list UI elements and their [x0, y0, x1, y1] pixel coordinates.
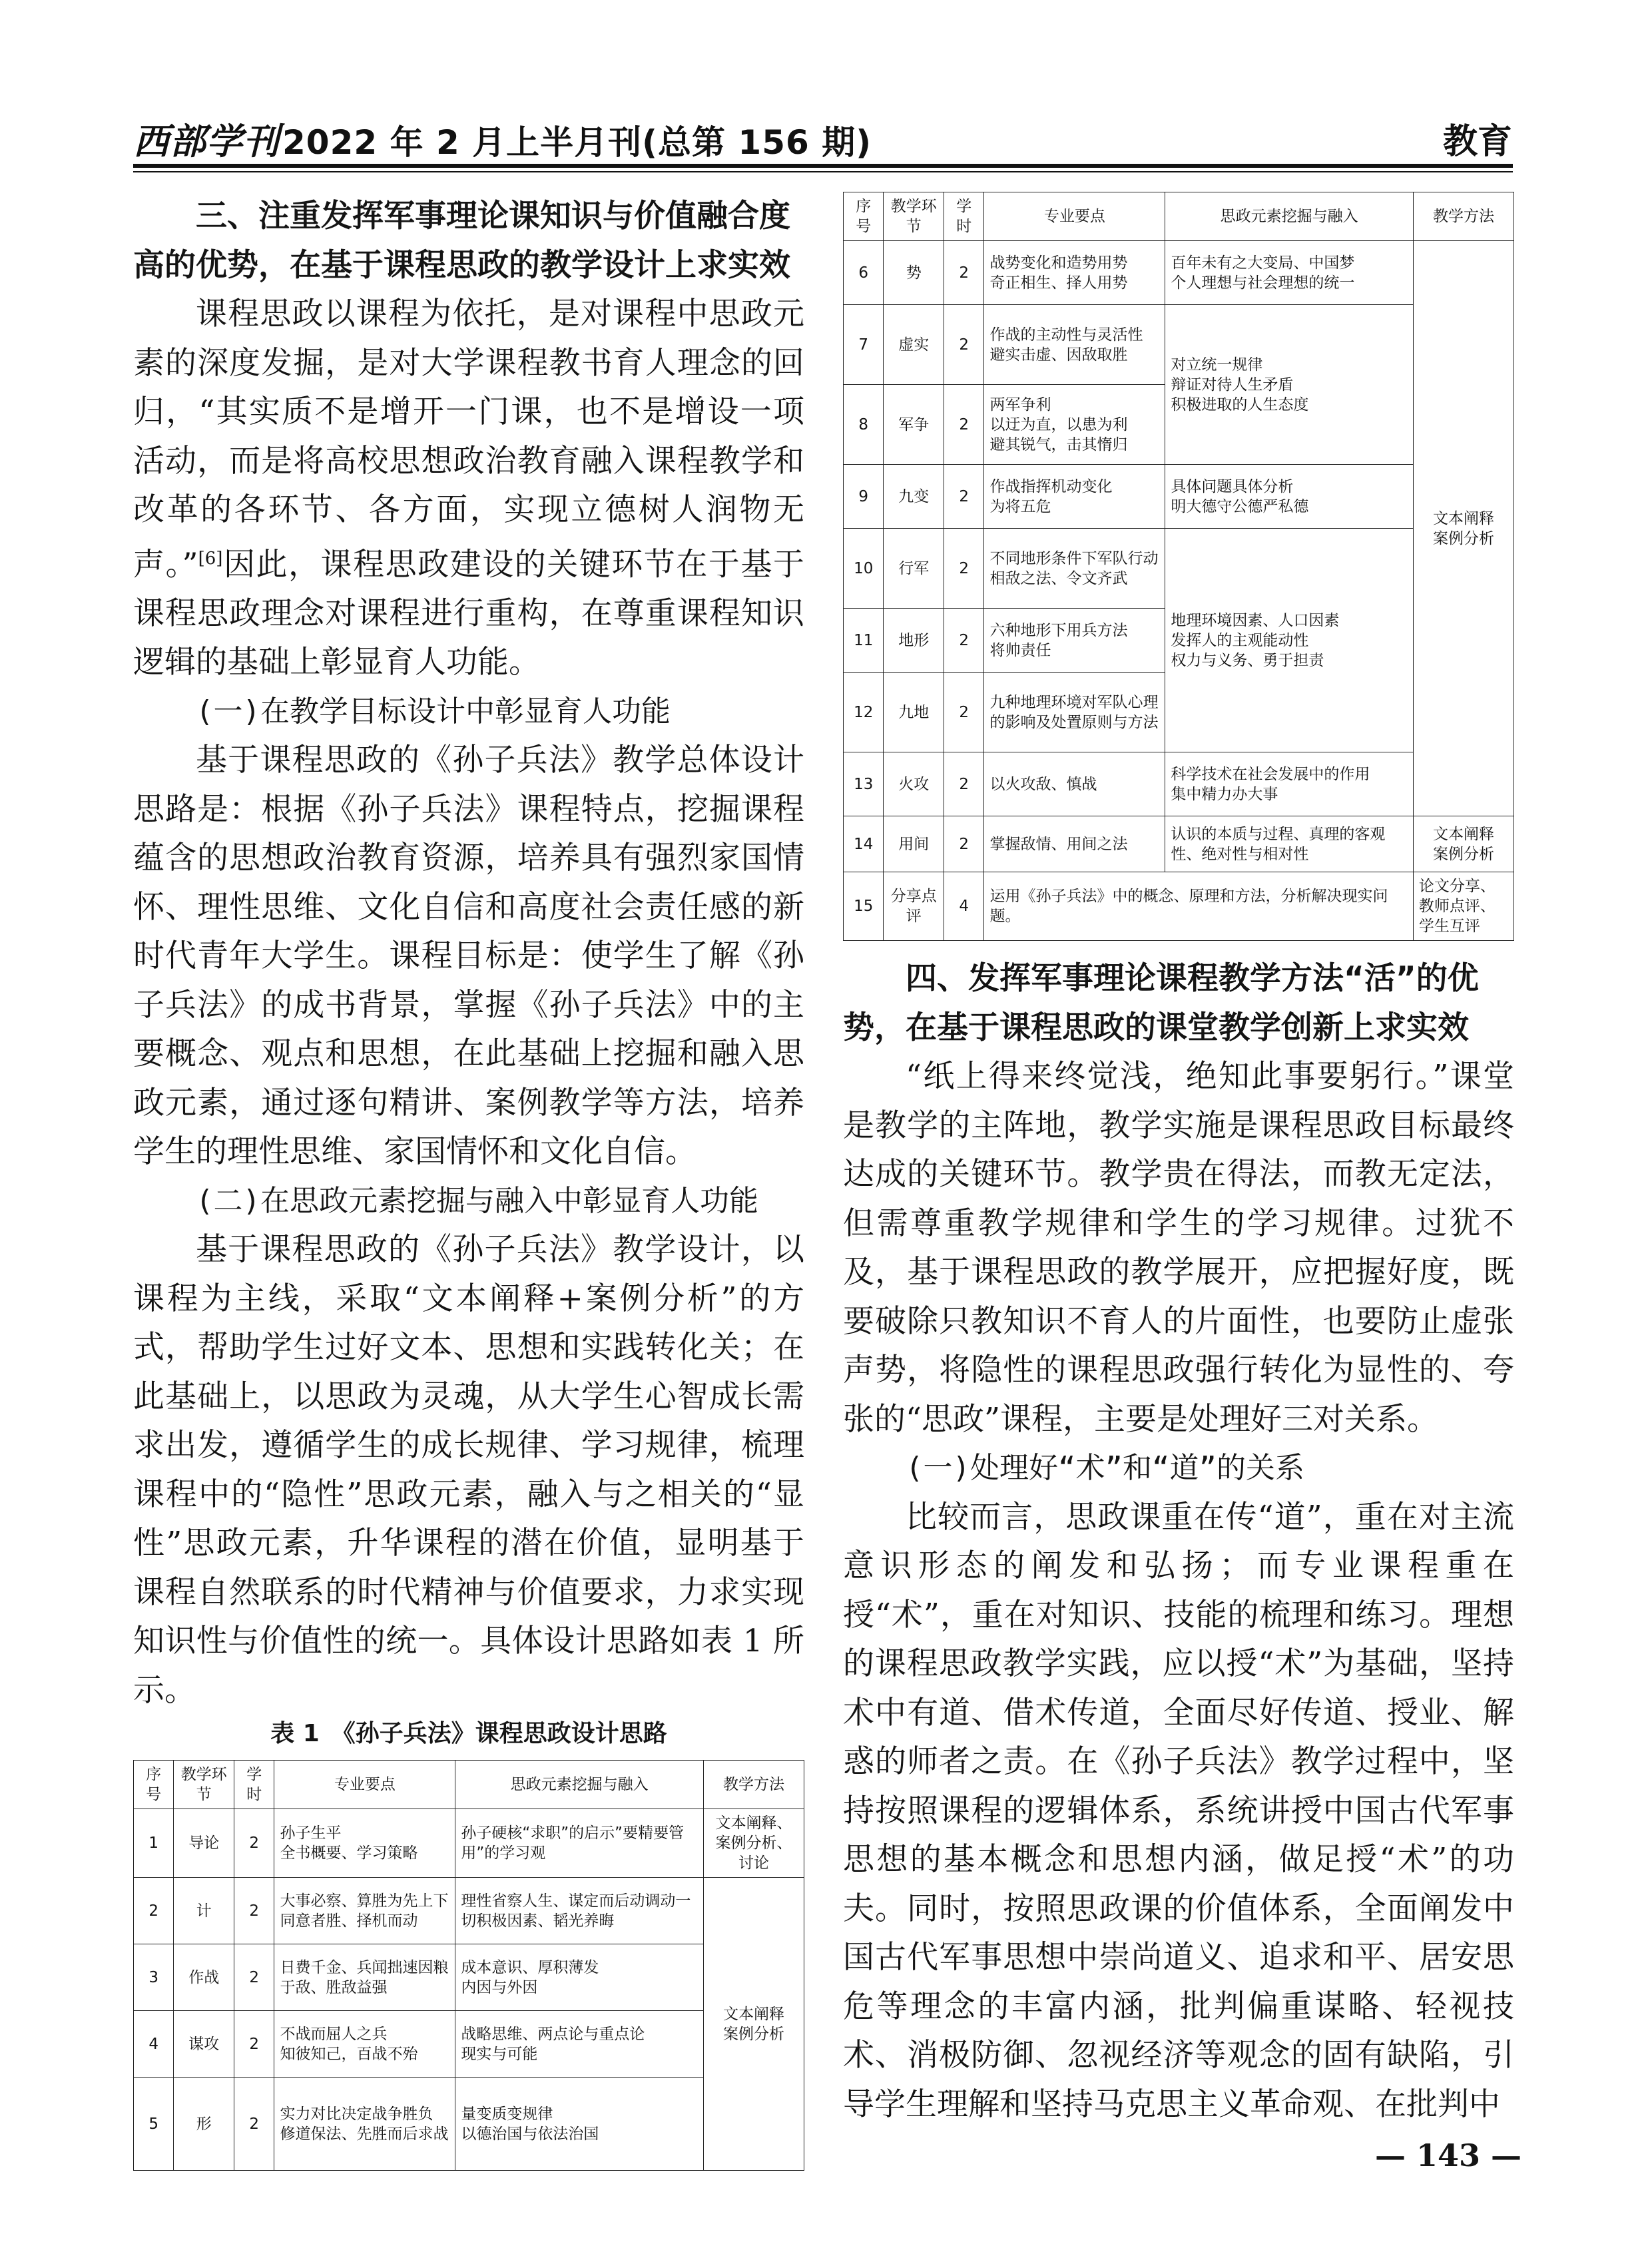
table-header-row	[844, 192, 1514, 241]
cell-section: 九变	[884, 465, 944, 529]
table-caption: 表 1 《孙子兵法》课程思政设计思路	[270, 1720, 667, 1748]
cell-key-points: 作战的主动性与灵活性 避实击虚、因敌取胜	[984, 305, 1165, 385]
cell-section: 形	[174, 2078, 234, 2171]
paragraph	[133, 290, 804, 687]
cell-section: 作战	[174, 1944, 234, 2011]
cell-no: 5	[134, 2078, 174, 2171]
cell-ideology: 认识的本质与过程、真理的客观性、绝对性与相对性	[1165, 816, 1414, 872]
cell-hours: 2	[944, 752, 984, 816]
cell-hours: 2	[944, 465, 984, 529]
cell-hours: 2	[944, 673, 984, 752]
cell-section: 地形	[884, 609, 944, 673]
cell-section: 分享点评	[884, 872, 944, 941]
cell-no: 14	[844, 816, 884, 872]
section-heading-4: 四、发挥军事理论课程教学方法“活”的优势，在基于课程思政的课堂教学创新上求实效	[843, 960, 1479, 1046]
cell-key-points: 运用《孙子兵法》中的概念、原理和方法，分析解决现实问题。	[984, 872, 1413, 941]
cell-hours: 2	[234, 1944, 274, 2011]
cell-method: 文本阐释 案例分析	[1413, 241, 1514, 816]
cell-key-points: 实力对比决定战争胜负 修道保法、先胜而后求战	[274, 2078, 455, 2171]
cell-no: 10	[844, 529, 884, 609]
header-cell: 专业要点	[984, 192, 1165, 241]
cell-key-points: 不战而屈人之兵 知彼知己，百战不殆	[274, 2011, 455, 2078]
cell-no: 15	[844, 872, 884, 941]
cell-no: 12	[844, 673, 884, 752]
subheading: (一)处理好“术”和“道”的关系	[906, 1451, 1304, 1485]
right-column	[843, 192, 1514, 2129]
cell-key-points: 两军争利 以迂为直，以患为利 避其锐气，击其惰归	[984, 385, 1165, 465]
issue-info: 2022 年 2 月上半月刊(总第 156 期)	[282, 123, 872, 162]
cell-section: 军争	[884, 385, 944, 465]
header-cell: 序号	[134, 1761, 174, 1809]
paragraph: 基于课程思政的《孙子兵法》教学总体设计思路是：根据《孙子兵法》课程特点，挖掘课程蕴含的思想政治教育资源，培养具有强烈家国情怀、理性思维、文化自信和高度社会责任感的新时代青年大学生。课程目标是：使学生了解《孙子兵法》的成书背景，掌握《孙子兵法》中的主要概念、观点和思想，在此基础上挖掘和融入思政元素，通过逐句精讲、案例教学等方法，培养学生的理性思维、家国情怀和文化自信。	[133, 742, 804, 1171]
cell-no: 8	[844, 385, 884, 465]
journal-header	[133, 113, 872, 166]
cell-section: 势	[884, 241, 944, 305]
header-cell: 学时	[234, 1761, 274, 1809]
left-column	[133, 192, 804, 2171]
header-cell: 学时	[944, 192, 984, 241]
header-cell: 思政元素挖掘与融入	[455, 1761, 704, 1809]
header-rule-thin	[133, 171, 1513, 172]
section-label: 教育	[1442, 122, 1512, 162]
header-cell: 专业要点	[274, 1761, 455, 1809]
cell-method: 论文分享、教师点评、学生互评	[1413, 872, 1514, 941]
cell-section: 虚实	[884, 305, 944, 385]
cell-no: 3	[134, 1944, 174, 2011]
paragraph: “纸上得来终觉浅，绝知此事要躬行。”课堂是教学的主阵地，教学实施是课程思政目标最终达成的关键环节。教学贵在得法，而教无定法，但需尊重教学规律和学生的学习规律。过犹不及，基于课程思政的教学展开，应把握好度，既要破除只教知识不育人的片面性，也要防止虚张声势，将隐性的课程思政强行转化为显性的、夸张的“思政”课程，主要是处理好三对关系。	[843, 1058, 1514, 1438]
cell-key-points: 九种地理环境对军队心理的影响及处置原则与方法	[984, 673, 1165, 752]
cell-hours: 2	[234, 2011, 274, 2078]
cell-hours: 4	[944, 872, 984, 941]
cell-hours: 2	[944, 305, 984, 385]
cell-no: 1	[134, 1809, 174, 1878]
cell-method: 文本阐释 案例分析	[703, 1878, 804, 2171]
table-header-row	[134, 1761, 804, 1809]
cell-method: 文本阐释、案例分析、讨论	[703, 1809, 804, 1878]
paragraph: 基于课程思政的《孙子兵法》教学设计，以课程为主线，采取“文本阐释+案例分析”的方式，帮助学生过好文本、思想和实践转化关；在此基础上，以思政为灵魂，从大学生心智成长需求出发，遵循学生的成长规律、学习规律，梳理课程中的“隐性”思政元素，融入与之相关的“显性”思政元素，升华课程的潜在价值，显明基于课程自然联系的时代精神与价值要求，力求实现知识性与价值性的统一。具体设计思路如表 1 所示。	[133, 1231, 804, 1709]
header-cell: 教学方法	[703, 1761, 804, 1809]
cell-ideology: 对立统一规律 辩证对待人生矛盾 积极进取的人生态度	[1165, 305, 1414, 465]
cell-ideology: 具体问题具体分析 明大德守公德严私德	[1165, 465, 1414, 529]
cell-ideology: 理性省察人生、谋定而后动调动一切积极因素、韬光养晦	[455, 1878, 704, 1944]
header-cell: 教学环节	[884, 192, 944, 241]
cell-section: 计	[174, 1878, 234, 1944]
cell-section: 导论	[174, 1809, 234, 1878]
cell-ideology: 孙子硬核“求职”的启示”要精要管用”的学习观	[455, 1809, 704, 1878]
cell-section: 九地	[884, 673, 944, 752]
cell-no: 11	[844, 609, 884, 673]
cell-key-points: 不同地形条件下军队行动 相敌之法、令文齐武	[984, 529, 1165, 609]
cell-key-points: 战势变化和造势用势 奇正相生、择人用势	[984, 241, 1165, 305]
citation: [6]	[198, 548, 223, 569]
header-rule-thick	[133, 164, 1513, 168]
cell-ideology: 成本意识、厚积薄发 内因与外因	[455, 1944, 704, 2011]
cell-section: 谋攻	[174, 2011, 234, 2078]
cell-hours: 2	[944, 609, 984, 673]
cell-ideology: 战略思维、两点论与重点论 现实与可能	[455, 2011, 704, 2078]
table-row	[844, 872, 1514, 941]
table-1-part-1	[133, 1760, 804, 2171]
cell-hours: 2	[234, 1809, 274, 1878]
cell-no: 2	[134, 1878, 174, 1944]
journal-logo: 西部学刊	[133, 120, 280, 162]
cell-hours: 2	[234, 2078, 274, 2171]
cell-key-points: 大事必察、算胜为先上下同意者胜、择机而动	[274, 1878, 455, 1944]
cell-ideology: 地理环境因素、人口因素 发挥人的主观能动性 权力与义务、勇于担责	[1165, 529, 1414, 752]
table-row	[844, 816, 1514, 872]
cell-no: 6	[844, 241, 884, 305]
table-1-part-2	[843, 192, 1514, 941]
cell-no: 7	[844, 305, 884, 385]
subheading: (一)在教学目标设计中彰显育人功能	[196, 694, 671, 728]
paragraph-text: 因此，课程思政建设的关键环节在于基于课程思政理念对课程进行重构，在尊重课程知识逻辑的基础上彰显育人功能。	[133, 546, 804, 681]
cell-no: 9	[844, 465, 884, 529]
cell-section: 行军	[884, 529, 944, 609]
subheading: (二)在思政元素挖掘与融入中彰显育人功能	[196, 1183, 758, 1218]
paragraph-text: 课程思政以课程为依托，是对课程中思政元素的深度发掘，是对大学课程教书育人理念的回归，“其实质不是增开一门课，也不是增设一项活动，而是将高校思想政治教育融入课程教学和改革的各环节、各方面，实现立德树人润物无声。”	[133, 296, 804, 583]
header-cell: 教学方法	[1413, 192, 1514, 241]
table-row	[134, 1809, 804, 1878]
page-number: — 143 —	[1375, 2137, 1522, 2173]
cell-key-points: 日费千金、兵闻拙速因粮于敌、胜敌益强	[274, 1944, 455, 2011]
cell-ideology: 量变质变规律 以德治国与依法治国	[455, 2078, 704, 2171]
header-cell: 思政元素挖掘与融入	[1165, 192, 1414, 241]
cell-section: 火攻	[884, 752, 944, 816]
header-cell: 序号	[844, 192, 884, 241]
cell-hours: 2	[944, 241, 984, 305]
header-cell: 教学环节	[174, 1761, 234, 1809]
cell-hours: 2	[944, 816, 984, 872]
cell-key-points: 孙子生平 全书概要、学习策略	[274, 1809, 455, 1878]
table-row	[844, 241, 1514, 305]
table-row	[134, 1878, 804, 1944]
cell-hours: 2	[234, 1878, 274, 1944]
cell-section: 用间	[884, 816, 944, 872]
paragraph: 比较而言，思政课重在传“道”，重在对主流意识形态的阐发和弘扬；而专业课程重在授“术”，重在对知识、技能的梳理和练习。理想的课程思政教学实践，应以授“术”为基础，坚持术中有道、借术传道，全面尽好传道、授业、解惑的师者之责。在《孙子兵法》教学过程中，坚持按照课程的逻辑体系，系统讲授中国古代军事思想的基本概念和思想内涵，做足授“术”的功夫。同时，按照思政课的价值体系，全面阐发中国古代军事思想中崇尚道义、追求和平、居安思危等理念的丰富内涵，批判偏重谋略、轻视技术、消极防御、忽视经济等观念的固有缺陷，引导学生理解和坚持马克思主义革命观、在批判中	[843, 1498, 1514, 2123]
cell-key-points: 作战指挥机动变化 为将五危	[984, 465, 1165, 529]
section-heading-3: 三、注重发挥军事理论课知识与价值融合度高的优势，在基于课程思政的教学设计上求实效	[133, 198, 790, 284]
cell-method: 文本阐释 案例分析	[1413, 816, 1514, 872]
cell-hours: 2	[944, 529, 984, 609]
cell-ideology: 百年未有之大变局、中国梦 个人理想与社会理想的统一	[1165, 241, 1414, 305]
cell-key-points: 六种地形下用兵方法 将帅责任	[984, 609, 1165, 673]
cell-key-points: 以火攻敌、慎战	[984, 752, 1165, 816]
cell-hours: 2	[944, 385, 984, 465]
cell-key-points: 掌握敌情、用间之法	[984, 816, 1165, 872]
cell-ideology: 科学技术在社会发展中的作用 集中精力办大事	[1165, 752, 1414, 816]
cell-no: 13	[844, 752, 884, 816]
cell-no: 4	[134, 2011, 174, 2078]
